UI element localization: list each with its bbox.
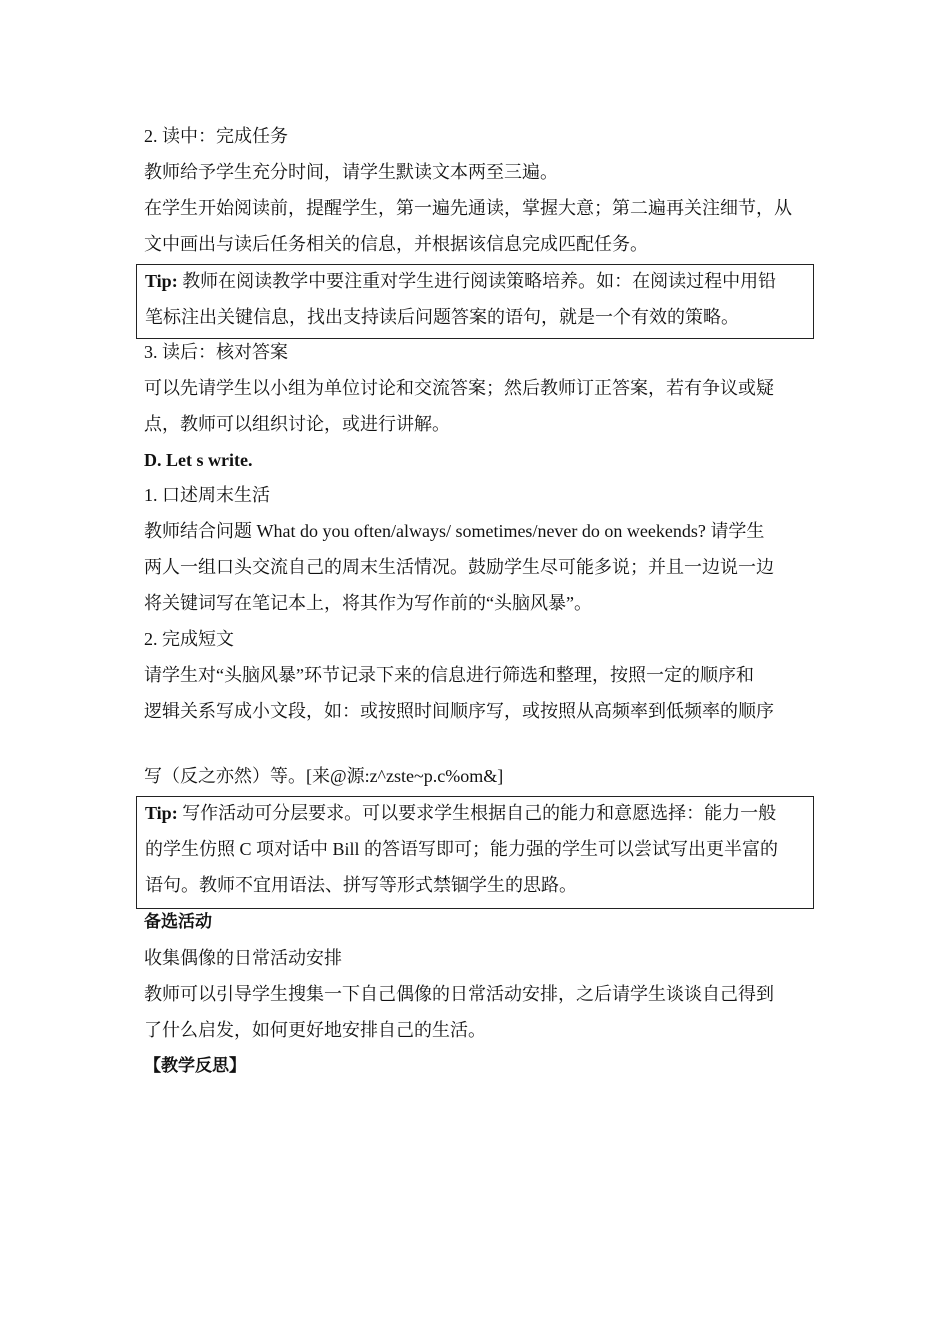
- paragraph-line: 教师给予学生充分时间，请学生默读文本两至三遍。: [144, 162, 558, 182]
- subsection-heading: 2. 完成短文: [144, 629, 234, 649]
- paragraph-line: 写（反之亦然）等。[来@源:z^zste~p.c%om&]: [144, 766, 504, 786]
- section-heading-reading: 2. 读中：完成任务: [144, 126, 288, 146]
- paragraph-line: 教师结合问题 What do you often/always/ sometimes/never do on weekends? 请学生: [144, 521, 765, 541]
- tip-label: Tip:: [145, 803, 178, 823]
- section-heading-after-reading: 3. 读后：核对答案: [144, 342, 288, 362]
- subsection-heading: 1. 口述周末生活: [144, 485, 270, 505]
- paragraph-line: 两人一组口头交流自己的周末生活情况。鼓励学生尽可能多说；并且一边说一边: [144, 557, 774, 577]
- paragraph-line: 在学生开始阅读前，提醒学生，第一遍先通读，掌握大意；第二遍再关注细节，从: [144, 198, 792, 218]
- section-heading-optional-activity: 备选活动: [144, 912, 212, 932]
- tip-box-reading: [136, 264, 814, 339]
- tip-text: 教师在阅读教学中要注重对学生进行阅读策略培养。如：在阅读过程中用铅: [177, 271, 777, 291]
- tip-line: [145, 801, 807, 825]
- tip-label: Tip:: [145, 271, 178, 291]
- paragraph-line: 了什么启发，如何更好地安排自己的生活。: [144, 1020, 486, 1040]
- paragraph-line: 点，教师可以组织讨论，或进行讲解。: [144, 414, 450, 434]
- paragraph-line: 将关键词写在笔记本上，将其作为写作前的“头脑风暴”。: [144, 593, 592, 613]
- paragraph-line: 教师可以引导学生搜集一下自己偶像的日常活动安排，之后请学生谈谈自己得到: [144, 984, 774, 1004]
- section-heading-lets-write: D. Let s write.: [144, 450, 253, 470]
- subsection-heading: 收集偶像的日常活动安排: [144, 948, 342, 968]
- tip-line: [145, 269, 807, 293]
- paragraph-line: 可以先请学生以小组为单位讨论和交流答案；然后教师订正答案，若有争议或疑: [144, 378, 774, 398]
- tip-box-writing: [136, 796, 814, 909]
- paragraph-line: 逻辑关系写成小文段，如：或按照时间顺序写，或按照从高频率到低频率的顺序: [144, 701, 774, 721]
- paragraph-line: 请学生对“头脑风暴”环节记录下来的信息进行筛选和整理，按照一定的顺序和: [144, 665, 754, 685]
- tip-line: 笔标注出关键信息，找出支持读后问题答案的语句，就是一个有效的策略。: [145, 307, 739, 327]
- tip-text: 写作活动可分层要求。可以要求学生根据自己的能力和意愿选择：能力一般: [177, 803, 777, 823]
- section-heading-reflection: 【教学反思】: [144, 1056, 246, 1076]
- tip-line: 语句。教师不宜用语法、拼写等形式禁锢学生的思路。: [145, 875, 577, 895]
- tip-line: 的学生仿照 C 项对话中 Bill 的答语写即可；能力强的学生可以尝试写出更半富的: [145, 839, 779, 859]
- paragraph-line: 文中画出与读后任务相关的信息，并根据该信息完成匹配任务。: [144, 234, 648, 254]
